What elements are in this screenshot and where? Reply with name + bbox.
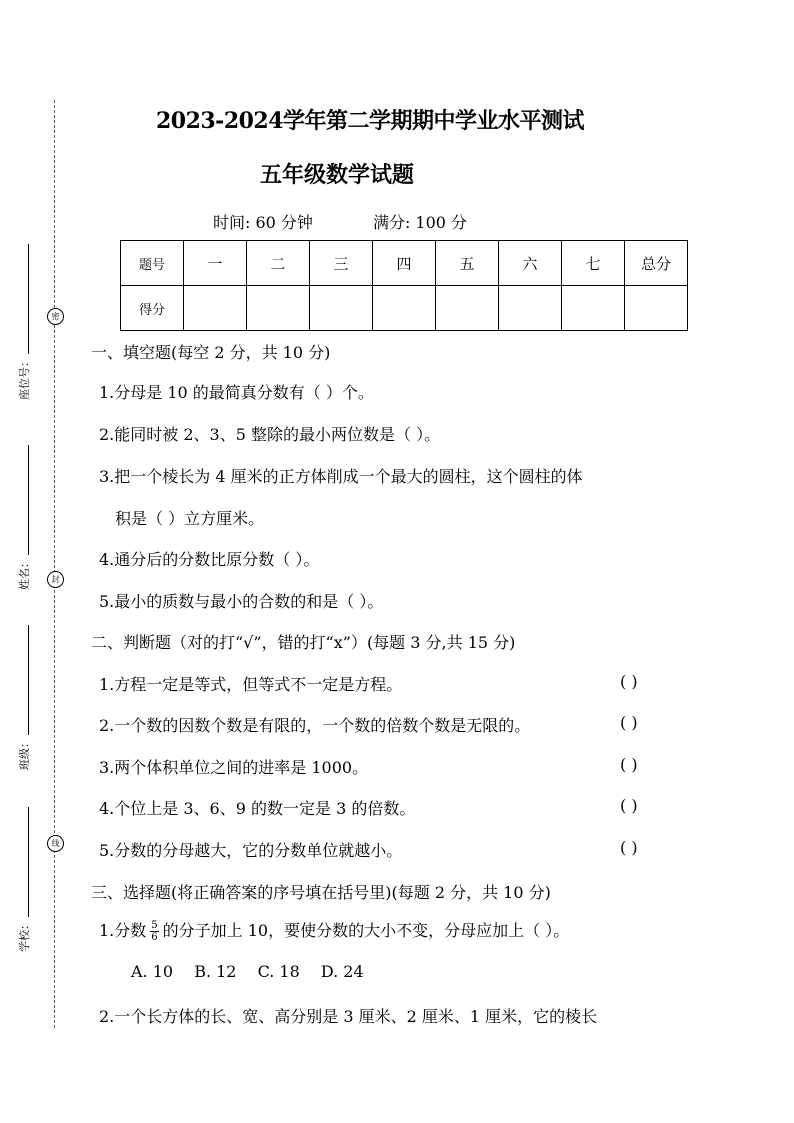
seal-circle-mi: 密 [47,308,64,325]
school-field[interactable] [16,807,32,952]
s2-question-2: 2.一个数的因数个数是有限的，一个数的倍数个数是无限的。 [99,716,531,735]
option-d[interactable]: D. 24 [320,962,364,981]
score-table-header-cell: 六 [499,241,562,286]
s2-answer-paren-1[interactable]: ( ) [620,672,638,691]
s2-answer-paren-5[interactable]: ( ) [620,838,638,857]
score-input-cell[interactable] [310,286,373,331]
score-table-header-cell: 四 [373,241,436,286]
school-label: 学校： [18,919,31,952]
seal-circle-feng: 封 [47,571,64,588]
full-score: 满分: 100 分 [372,213,468,232]
score-table-header-cell: 总分 [625,241,688,286]
option-b[interactable]: B. 12 [194,962,237,981]
section3-heading: 三、选择题(将正确答案的序号填在括号里)(每题 2 分，共 10 分) [91,883,551,902]
option-a[interactable]: A. 10 [131,962,174,981]
name-field[interactable] [16,445,32,590]
score-table-header-cell: 五 [436,241,499,286]
exam-meta [213,210,467,233]
s2-answer-paren-3[interactable]: ( ) [620,755,638,774]
s1-question-3b: 积是（ ）立方厘米。 [115,509,265,528]
fraction-numerator: 5 [151,920,158,931]
exam-subtitle: 五年级数学试题 [260,162,415,188]
s2-question-3: 3.两个体积单位之间的进率是 1000。 [99,758,369,777]
seat-number-field[interactable] [16,244,32,400]
s1-question-3a: 3.把一个棱长为 4 厘米的正方体削成一个最大的圆柱，这个圆柱的体 [99,467,583,486]
score-table-header-cell: 一 [184,241,247,286]
s3-q1-options [131,962,380,981]
score-input-cell[interactable] [373,286,436,331]
score-input-cell[interactable] [562,286,625,331]
fraction [150,920,158,943]
score-table [120,240,688,331]
seat-number-blank[interactable] [22,244,29,354]
s3-q1-prefix: 1.分数 [99,921,147,940]
fraction-denominator: 6 [151,932,158,943]
exam-title: 2023-2024学年第二学期期中学业水平测试 [155,108,585,134]
score-input-cell[interactable] [499,286,562,331]
seal-circle-xian: 线 [47,835,64,852]
class-label: 班级： [18,737,31,770]
s2-answer-paren-4[interactable]: ( ) [620,796,638,815]
s1-question-2: 2.能同时被 2、3、5 整除的最小两位数是（ ）。 [99,425,441,444]
s3-question-1 [99,918,569,943]
time-limit: 时间: 60 分钟 [213,213,313,232]
score-table-score-row [121,286,688,331]
s1-question-4: 4.通分后的分数比原分数（ ）。 [99,550,320,569]
s1-question-1: 1.分母是 10 的最简真分数有（ ）个。 [99,383,374,402]
seat-number-label: 座位号： [18,356,31,400]
option-c[interactable]: C. 18 [257,962,300,981]
score-table-header-cell: 三 [310,241,373,286]
name-label: 姓名： [18,557,31,590]
school-blank[interactable] [22,807,29,917]
score-table-header-row [121,241,688,286]
class-field[interactable] [16,625,32,770]
name-blank[interactable] [22,445,29,555]
binding-dashed-line [54,100,55,1028]
score-table-header-cell: 题号 [121,241,184,286]
score-input-cell[interactable] [184,286,247,331]
score-table-header-cell: 七 [562,241,625,286]
s2-question-1: 1.方程一定是等式，但等式不一定是方程。 [99,675,403,694]
score-input-cell[interactable] [625,286,688,331]
score-input-cell[interactable] [247,286,310,331]
s1-question-5: 5.最小的质数与最小的合数的和是（ ）。 [99,592,384,611]
section1-heading: 一、填空题(每空 2 分，共 10 分) [91,343,331,362]
section2-heading: 二、判断题（对的打“√”，错的打“x”）(每题 3 分,共 15 分) [91,633,516,652]
score-input-cell[interactable] [436,286,499,331]
s2-question-4: 4.个位上是 3、6、9 的数一定是 3 的倍数。 [99,799,416,818]
s3-q1-suffix: 的分子加上 10，要使分数的大小不变，分母应加上（ ）。 [162,921,570,940]
score-table-header-cell: 二 [247,241,310,286]
s2-question-5: 5.分数的分母越大，它的分数单位就越小。 [99,841,403,860]
s2-answer-paren-2[interactable]: ( ) [620,713,638,732]
s3-question-2: 2.一个长方体的长、宽、高分别是 3 厘米、2 厘米、1 厘米，它的棱长 [99,1007,598,1026]
class-blank[interactable] [22,625,29,735]
score-row-label: 得分 [121,286,184,331]
